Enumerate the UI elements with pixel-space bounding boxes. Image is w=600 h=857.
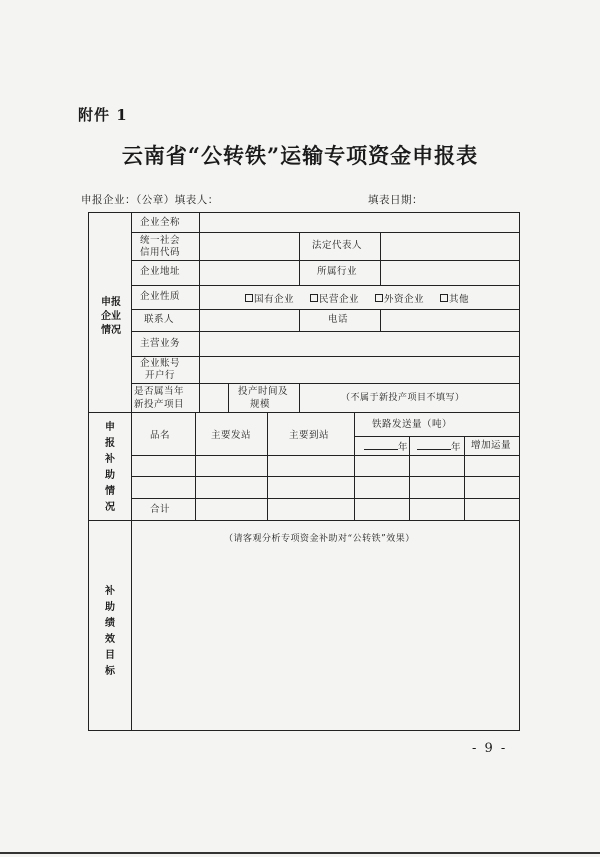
label-account-2: 开户行: [145, 370, 176, 381]
row-line: [131, 260, 519, 261]
col-line: [299, 383, 300, 412]
section-line: [88, 412, 519, 413]
year-blank[interactable]: [417, 440, 451, 450]
label-credit-code-2: 信用代码: [140, 247, 181, 258]
label-credit-code-1: 统一社会: [140, 235, 181, 246]
launch-note: （不属于新投产项目不填写）: [341, 393, 465, 403]
option-other[interactable]: [440, 291, 469, 305]
label-phone: 电话: [328, 314, 349, 325]
section-label-targets: 补助绩效目标: [105, 586, 115, 677]
label-industry: 所属行业: [317, 266, 358, 277]
section-label-subsidy: 申报补助情况: [105, 422, 115, 513]
col-line: [267, 412, 268, 520]
row-line: [131, 498, 519, 499]
row-line: [131, 309, 519, 310]
col-line: [409, 436, 410, 520]
attachment-label: 附件 1: [78, 106, 128, 124]
row-line: [131, 455, 519, 456]
col-line: [380, 232, 381, 285]
col-product: 品名: [150, 430, 171, 441]
option-label: 外资企业: [384, 294, 425, 305]
form-title: 云南省“公转铁”运输专项资金申报表: [121, 143, 479, 168]
label-main-business: 主营业务: [140, 338, 181, 349]
col-line: [380, 309, 381, 331]
row-line: [131, 383, 519, 384]
label-company-name: 企业全称: [140, 217, 181, 228]
label-contact: 联系人: [144, 314, 175, 325]
label-new-project-1: 是否属当年: [134, 386, 185, 397]
label-column-divider: [131, 212, 132, 730]
option-foreign[interactable]: [375, 291, 424, 305]
col-line: [464, 436, 465, 520]
checkbox-icon: [310, 294, 318, 302]
option-label: 民营企业: [319, 294, 360, 305]
option-label: 其他: [449, 294, 470, 305]
checkbox-icon: [245, 294, 253, 302]
col-line: [299, 232, 300, 285]
row-line: [131, 285, 519, 286]
fill-date-line: 填表日期：: [368, 194, 423, 206]
section-label-company: 申报企业情况: [101, 297, 121, 336]
section-line: [88, 520, 519, 521]
col-volume: 铁路发送量（吨）: [372, 419, 453, 430]
option-label: 国有企业: [254, 294, 295, 305]
row-total: 合计: [150, 504, 171, 515]
col-line: [195, 412, 196, 520]
row-line: [131, 331, 519, 332]
checkbox-icon: [440, 294, 448, 302]
col-increase: 增加运量: [471, 440, 512, 451]
row-line: [354, 436, 519, 437]
application-form-table: [88, 212, 519, 730]
row-line: [131, 232, 519, 233]
label-address: 企业地址: [140, 266, 181, 277]
col-line: [228, 383, 229, 412]
col-origin: 主要发站: [211, 430, 252, 441]
col-dest: 主要到站: [289, 430, 330, 441]
col-year-2: [417, 440, 461, 454]
label-nature: 企业性质: [140, 291, 181, 302]
row-line: [131, 476, 519, 477]
label-legal-rep: 法定代表人: [312, 240, 363, 251]
year-blank[interactable]: [364, 440, 398, 450]
table-border: [88, 212, 520, 731]
option-state-owned[interactable]: [245, 291, 294, 305]
checkbox-icon: [375, 294, 383, 302]
applicant-line: 申报企业：（公章）填表人：: [81, 194, 219, 206]
col-line: [354, 412, 355, 520]
col-line: [199, 212, 200, 412]
label-new-project-2: 新投产项目: [134, 399, 185, 410]
label-launch-1: 投产时间及: [238, 386, 289, 397]
year-suffix: 年: [451, 442, 462, 453]
label-account-1: 企业账号: [140, 358, 181, 369]
option-private[interactable]: [310, 291, 359, 305]
page-number: - 9 -: [472, 741, 508, 756]
year-suffix: 年: [398, 442, 409, 453]
col-year-1: [364, 440, 408, 454]
col-line: [299, 309, 300, 331]
label-launch-2: 规模: [250, 399, 271, 410]
targets-note: （请客观分析专项资金补助对“公转铁”效果）: [224, 534, 415, 544]
bottom-edge-line: [0, 852, 600, 854]
row-line: [131, 356, 519, 357]
